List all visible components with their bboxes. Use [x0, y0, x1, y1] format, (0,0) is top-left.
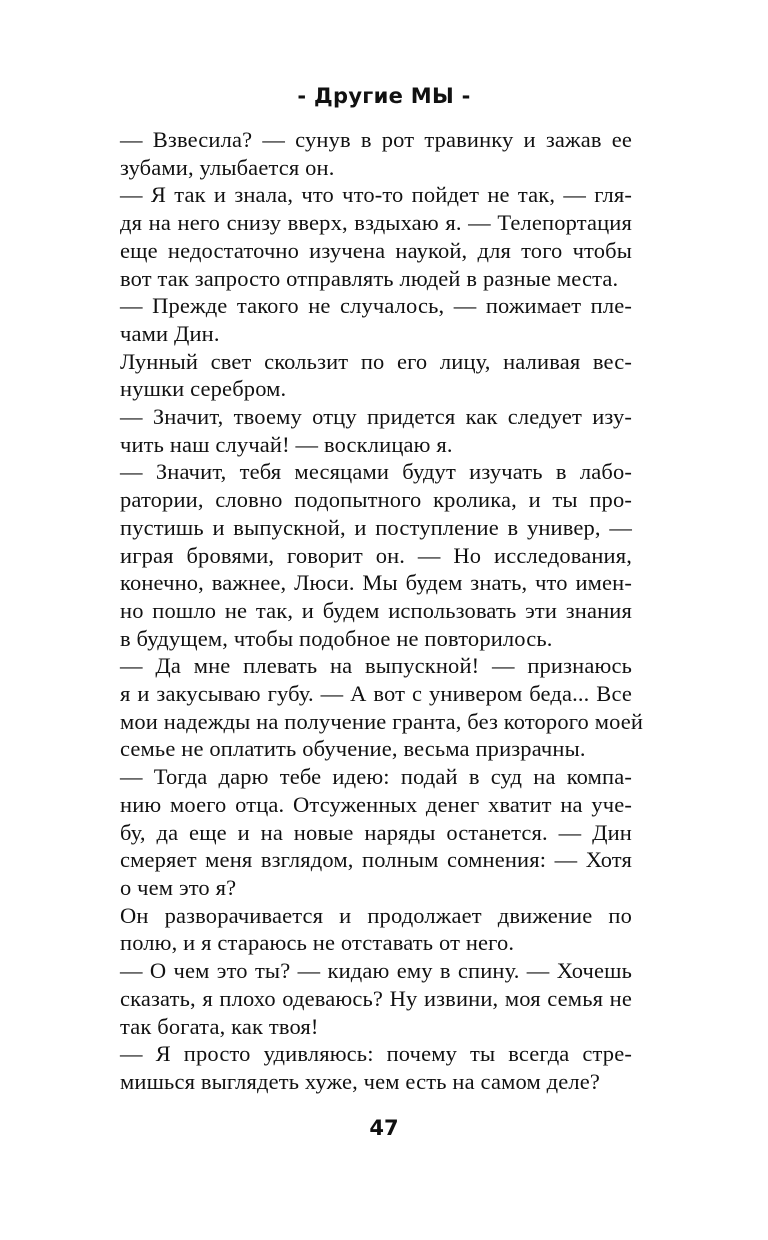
- paragraph: [120, 652, 644, 763]
- text-line: чить наш случай! — восклицаю я.: [120, 431, 453, 457]
- text-line: так богата, как твоя!: [120, 1013, 319, 1039]
- paragraph: [120, 403, 632, 458]
- text-line: мишься выглядеть хуже, чем есть на самом деле?: [120, 1068, 600, 1094]
- text-line: вот так запросто отправлять людей в разные места.: [120, 265, 619, 291]
- body-text: [120, 126, 644, 1096]
- text-line: ратории, словно подопытного кролика, и ты про-: [120, 487, 632, 513]
- paragraph: [120, 763, 632, 902]
- text-line: бу, да еще и на новые наряды останется. — Дин: [120, 819, 632, 845]
- paragraph: [120, 348, 632, 403]
- text-line: играя бровями, говорит он. — Но исследования,: [120, 542, 632, 568]
- text-line: еще недостаточно изучена наукой, для того чтобы: [120, 237, 632, 263]
- text-line: — О чем это ты? — кидаю ему в спину. — Хочешь: [120, 958, 632, 984]
- text-line: Лунный свет скользит по его лицу, наливая вес-: [120, 348, 632, 374]
- text-line: — Взвесила? — сунув в рот травинку и зажав ее: [120, 127, 632, 152]
- text-line: нушки серебром.: [120, 376, 287, 402]
- text-line: нию моего отца. Отсуженных денег хватит на уче-: [120, 791, 632, 817]
- text-line: зубами, улыбается он.: [120, 154, 335, 180]
- text-line: дя на него снизу вверх, вздыхаю я. — Телепортация: [120, 210, 632, 236]
- paragraph: [120, 957, 632, 1040]
- text-line: — Тогда дарю тебе идею: подай в суд на компа-: [120, 764, 632, 790]
- page-number: 47: [369, 1116, 399, 1140]
- paragraph: [120, 902, 632, 957]
- text-line: — Значит, тебя месяцами будут изучать в лабо-: [120, 459, 632, 485]
- paragraph: [120, 181, 632, 292]
- text-line: сказать, я плохо одеваюсь? Ну извини, моя семья не: [120, 985, 632, 1011]
- text-line: о чем это я?: [120, 874, 237, 900]
- paragraph: [120, 126, 632, 181]
- text-line: — Я просто удивляюсь: почему ты всегда стре-: [120, 1041, 632, 1067]
- paragraph: [120, 458, 632, 652]
- text-line: я и закусываю губу. — А вот с универом беда... Все: [120, 681, 632, 707]
- text-line: чами Дин.: [120, 320, 220, 346]
- text-line: — Да мне плевать на выпускной! — признаюсь: [120, 653, 632, 679]
- text-line: конечно, важнее, Люси. Мы будем знать, что имен-: [120, 570, 632, 596]
- text-line: пустишь и выпускной, и поступление в универ, —: [120, 514, 632, 540]
- text-line: — Значит, твоему отцу придется как следует изу-: [120, 404, 632, 430]
- paragraph: [120, 1040, 632, 1095]
- text-line: — Я так и знала, что что-то пойдет не так, — гля-: [120, 182, 632, 208]
- text-line: полю, и я стараюсь не отставать от него.: [120, 930, 515, 956]
- text-line: смеряет меня взглядом, полным сомнения: — Хотя: [120, 847, 632, 873]
- text-line: семье не оплатить обучение, весьма призрачны.: [120, 736, 586, 762]
- paragraph: [120, 292, 632, 347]
- text-line: но пошло не так, и будем использовать эти знания: [120, 597, 632, 623]
- text-line: мои надежды на получение гранта, без которого моей: [120, 708, 644, 734]
- text-line: Он разворачивается и продолжает движение по: [120, 902, 632, 928]
- text-line: — Прежде такого не случалось, — пожимает пле-: [120, 293, 632, 319]
- running-title: - Другие МЫ -: [297, 84, 471, 108]
- text-line: в будущем, чтобы подобное не повторилось.: [120, 625, 553, 651]
